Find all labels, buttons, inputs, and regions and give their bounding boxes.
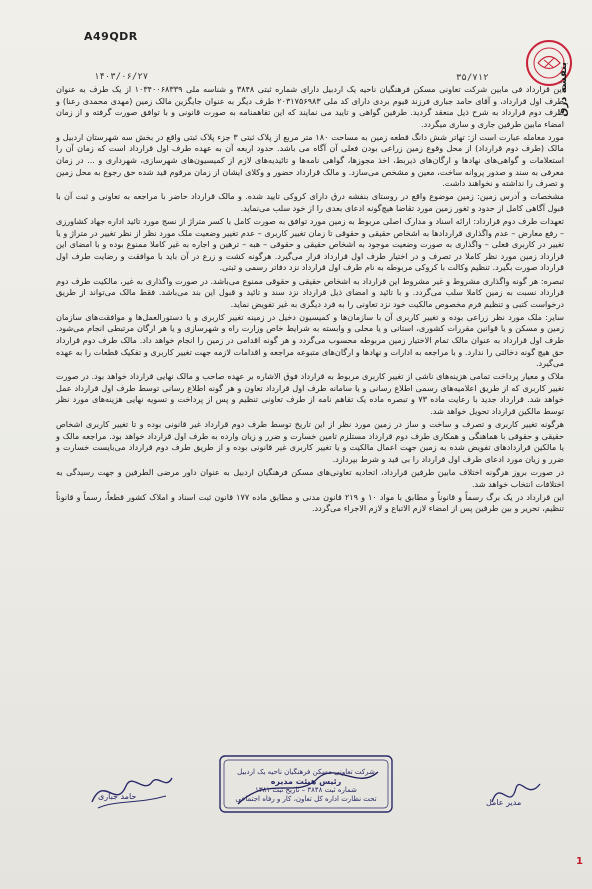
stamp-line: شماره ثبت ۳۸۴۸ – تاریخ ثبت ۱۳۸۱ xyxy=(255,786,357,794)
paragraph: تعهدات طرف دوم قرارداد: ارائه اسناد و مدارک اصلی مربوط به زمین مورد توافق به صورت کامل با کسر متراژ از نسج مورد تائید اداره جهاد کشاورزی – رفع معارض – عدم واگذاری قراردادها به اشخاص حقیقی و حقوقی تا زمان تغییر کاربری – عدم تغییر وضعیت ملک مورد نظر از نظر تغییر در متراژ و یا تغییر در کاربری فعلی – واگذاری به صورت وضعیت موجود به اشخاص حقیقی و حقوقی – هبه – ترهین و اجاره به غیر کاملا ممنوع بوده و با امضای این قرارداد زمین مورد نظر کاملا در تصرف و در اختیار طرف اول قرارداد قرار می‌گیرد. هرگونه کشت و زرع در آن باید با موافقت و رضایت طرف اول قرارداد صورت بگیرد. تنظیم وکالت با کروکی مربوطه به نام طرف اول قرارداد نزد دفاتر رسمی و ثبتی. xyxy=(56,216,564,273)
page-number: 1 xyxy=(576,856,583,867)
document-code: A49QDR xyxy=(84,30,138,43)
stamp-line: رئیس هیئت مدیره xyxy=(270,777,342,786)
company-stamp-text xyxy=(218,768,394,804)
paragraph: این قرارداد فی مابین شرکت تعاونی مسکن فرهنگیان ناحیه یک اردبیل دارای شماره ثبتی ۳۸۴۸ و شناسه ملی ۱۰۳۴۰۰۶۸۳۳۹ از یک طرف به عنوان طرف اول قرارداد، و آقای حامد جباری فرزند قیوم بردی دارای کد ملی ۲۰۳۱۷۵۶۹۸۳ طرف دیگر به عنوان جایگزین مالک زمین (مهدی محمدی رعنا) و طرف دوم قرارداد به شرح ذیل منعقد گردید. طرفین گواهی و تایید می نمایند که این تفاهمنامه به صورت قانونی و با توافق صورت گرفته و از زمان امضاء مابین طرفین جاری و ساری میگردد. xyxy=(56,84,564,129)
signature-left-label: حامد جباری xyxy=(98,792,137,801)
stamp-line: شرکت تعاونی مسکن فرهنگیان ناحیه یک اردبیل xyxy=(237,768,375,776)
paragraph: ملاک و معیار پرداخت تمامی هزینه‌های ناشی از تغییر کاربری مربوط به قرارداد فوق الاشاره بر عهده صاحب و مالک نهایی قرارداد خواهد بود. در صورت تغییر کاربری که از طریق اعلامیه‌های رسمی اطلاع رسانی و یا سامانه طرف اول قرارداد تعاون و هر گونه اطلاع رسانی توسط طرف اول قرارداد عمل خواهد شد. قرارداد جدید با رعایت ماده ۷۳ و تبصره ماده یک تفاهم نامه از طرف تعاونی تنظیم و پس از پرداخت و تسویه نهایی هزینه‌های مورد نظر توسط مالکین قرارداد تحویل خواهد شد. xyxy=(56,371,564,417)
paragraph: هرگونه تغییر کاربری و تصرف و ساخت و ساز در زمین مورد نظر از این تاریخ توسط طرف دوم قرارداد غیر قانونی بوده و تا تغییر کاربری اشخاص حقیقی و حقوقی با هماهنگی و همکاری طرف دوم قرارداد مستلزم تامین خسارت و ضرر و زیان وارده به طرف اول قرارداد خواهد بود. مراجعه مالک و یا مالکین قراردادهای تفویض شده به زمین جهت اعمال مالکیت و یا تغییر کاربری غیر قانونی بوده و از طریق طرف دوم قرارداد می‌بایست خسارت و ضرر و زیان مورد ادعای طرف اول قرارداد را بی قید و شرط بپردازد. xyxy=(56,419,564,464)
date-left: ۱۴۰۳/۰۶/۲۷ xyxy=(94,72,149,82)
date-right: ۳۵/۷۱۲ xyxy=(456,73,489,83)
paragraph: مورد معامله عبارت است از: تهاتر شش دانگ قطعه زمین به مساحت ۱۸۰ متر مربع از پلاک ثبتی ۳ جزء پلاک ثبتی واقع در بخش سه شهرستان اردبیل و مالک (طرف دوم قرارداد) از محل وقوع زمین زراعی بودن فعلی آن آگاه می باشد. حدود اربعه آن به عهده طرف اول قرارداد است که زمان آن را استعلامات و گواهی‌های نهادها و ارگان‌های ذیربط، اخذ مجوزها، گواهی نامه‌ها و تائیدیه‌های لازم از کمیسیون‌های شهرسازی، شهرداری و ... در زمان معرفی به سند و صدور پروانه ساخت، معین و مشخص می‌سازد. و مالک قرارداد حضور و وکلای ایشان از زمان مرقوم قید شده حق رجوع به محل زمین و تصرف را نداشته و نخواهند داشت. xyxy=(56,131,565,189)
paragraph: سایر: ملک مورد نظر زراعی بوده و تغییر کاربری آن با سازمان‌ها و کمیسیون دخیل در زمینه تغییر کاربری و یا دستورالعمل‌ها و موافقت‌های سازمان زمین و مسکن و یا قوانین مقررات کشوری، استانی و یا محلی و وابسته به شرایط خاص وزارت راه و شهرسازی و یا هر ارگان مرتبطی انجام می‌شود. طرف اول قرارداد به عنوان مالک تمام الاختیار زمین مربوطه محسوب می‌گردد و هر گونه اقدامی در زمین را انجام خواهد داد. مالک طرف دوم قرارداد حق هیچ گونه دخالتی را ندارد. و با مراجعه به ادارات و نهادها و ارگان‌های متبوعه مراجعه و اقدامات لازمه جهت تغییر کاربری و تفکیک قطعات را به عهده می‌گیرد. xyxy=(56,311,564,369)
paragraph: در صورت بروز هرگونه اختلاف مابین طرفین قرارداد، اتحادیه تعاونی‌های مسکن فرهنگیان اردبیل به عنوان داور مرضی الطرفین و جهت رسیدگی به اختلافات انتخاب خواهد شد. xyxy=(56,467,564,489)
paragraph: تبصره: هر گونه واگذاری مشروط و غیر مشروط این قرارداد به اشخاص حقیقی و حقوقی ممنوع می‌باشد. در صورت واگذاری به غیر، مالکیت طرف دوم قرارداد نسبت به زمین کاملا سلب می‌گردد. و با تائید و امضای ذیل قرارداد نزد سند و تائید و قبول این بند می‌باشد. فقط مالک می‌تواند از طریق درخواست کتبی و تنظیم فرم مخصوص مالکیت خود نزد تعاونی را به فرد دیگری به غیر تفویض نماید. xyxy=(56,275,564,309)
contract-body xyxy=(56,84,564,516)
paragraph: این قرارداد در یک برگ رسماً و قانوناً و مطابق با مواد ۱۰ و ۲۱۹ قانون مدنی و مطابق ماده ۱۷۷ قانون ثبت اسناد و املاک کشور قطعاً، رسماً و قانوناً تنظیم، تحریر و بین طرفین پس از امضاء لازم الاتباع و لازم الاجراء می‌گردد. xyxy=(56,491,564,514)
stamp-line: تحت نظارت اداره کل تعاون، کار و رفاه اجتماعی xyxy=(235,795,377,803)
paragraph: مشخصات و آدرس زمین: زمین موضوع واقع در روستای بنفشه درق دارای کروکی تایید شده. و مالک قرارداد حاضر با مراجعه به تعاونی و ثبت آن با قبول آگاهی کامل از حدود و ثغور زمین مورد تقاضا هیچ‌گونه ادعای بعدی را از خود سلب می‌نماید. xyxy=(56,191,564,213)
signature-right-label: مدیر عامل xyxy=(486,798,522,807)
signature-right xyxy=(488,772,544,816)
signature-left xyxy=(86,764,176,816)
side-note-text: بنفشه درق xyxy=(558,62,569,117)
